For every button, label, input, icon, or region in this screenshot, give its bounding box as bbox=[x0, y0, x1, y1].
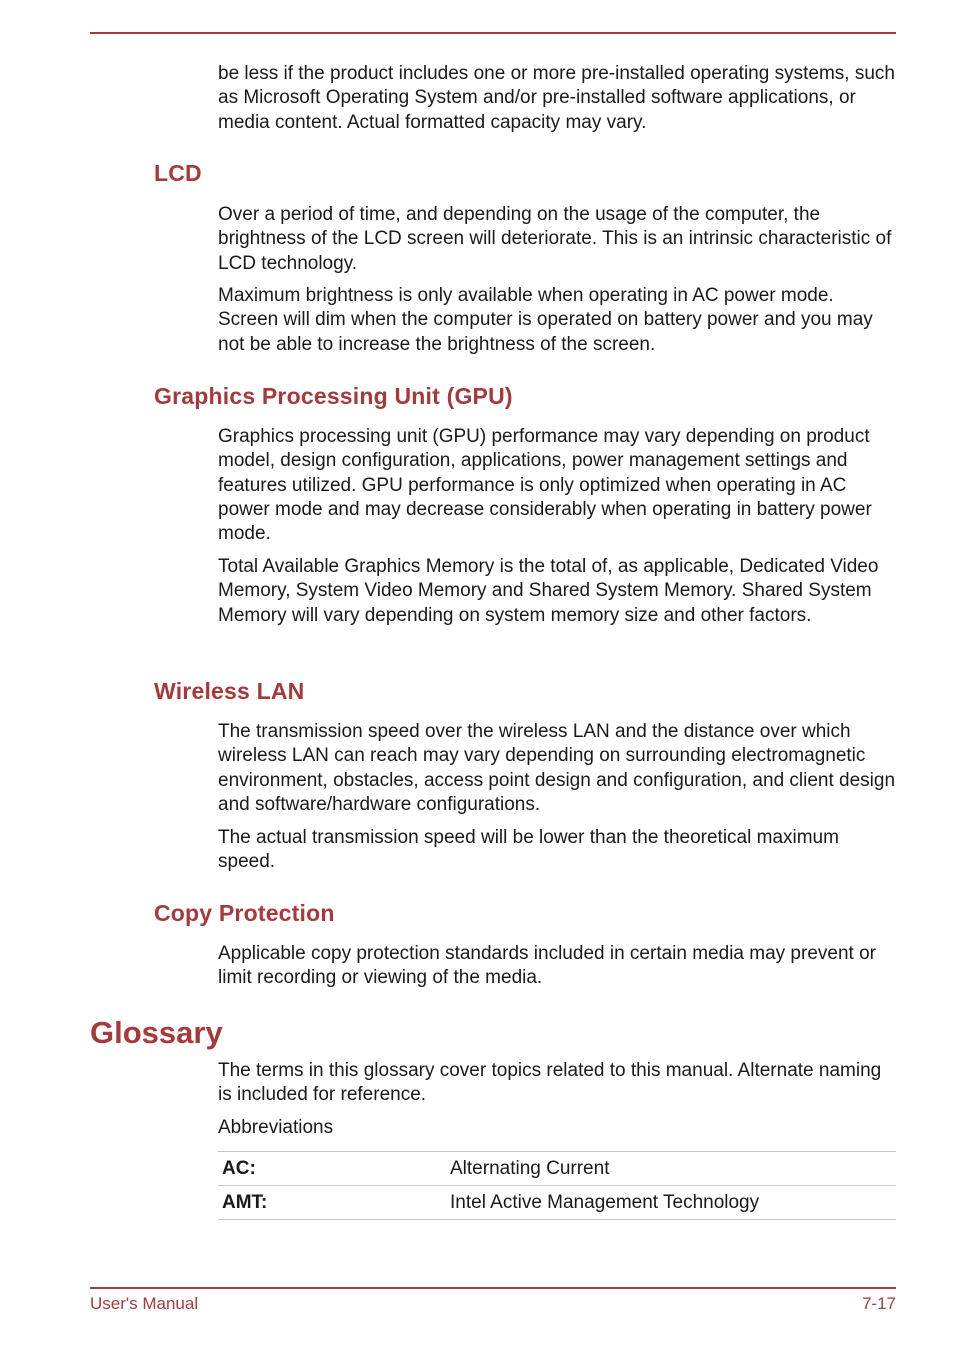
lcd-paragraph-2: Maximum brightness is only available when operating in AC power mode. Screen will dim when the computer is operated on battery power and you may not be able to increase the brightness of the screen. bbox=[218, 285, 873, 355]
table-row bbox=[218, 1186, 896, 1220]
gpu-heading: Graphics Processing Unit (GPU) bbox=[154, 383, 513, 409]
wireless-paragraph-1: The transmission speed over the wireless LAN and the distance over which wireless LAN can reach may vary depending on surrounding electromagnetic environment, obstacles, access point design and configuration, and client design and software/hardware configurations. bbox=[218, 721, 896, 815]
term-cell: AMT: bbox=[218, 1186, 446, 1220]
glossary-title: Glossary bbox=[90, 1015, 223, 1050]
footer-page-number: 7-17 bbox=[861, 1294, 896, 1313]
lcd-paragraph-1: Over a period of time, and depending on the usage of the computer, the brightness of the LCD screen will deteriorate. This is an intrinsic characteristic of LCD technology. bbox=[218, 204, 892, 274]
term-cell: AC: bbox=[218, 1152, 446, 1186]
abbreviations-table bbox=[218, 1151, 896, 1220]
gpu-paragraph-2: Total Available Graphics Memory is the total of, as applicable, Dedicated Video Memory, System Video Memory and Shared System Memory. Shared System Memory will vary depending on system memory size and other factors. bbox=[218, 556, 879, 626]
definition-cell: Intel Active Management Technology bbox=[446, 1186, 896, 1220]
header-rule bbox=[90, 32, 896, 34]
footer-rule bbox=[90, 1287, 896, 1289]
wireless-heading: Wireless LAN bbox=[154, 678, 305, 704]
abbreviations-label: Abbreviations bbox=[218, 1117, 334, 1138]
glossary-intro: The terms in this glossary cover topics related to this manual. Alternate naming is included for reference. bbox=[218, 1060, 882, 1106]
footer-manual-title: User's Manual bbox=[90, 1294, 199, 1313]
copy-protection-heading: Copy Protection bbox=[154, 900, 335, 926]
wireless-paragraph-2: The actual transmission speed will be lower than the theoretical maximum speed. bbox=[218, 827, 839, 873]
definition-cell: Alternating Current bbox=[446, 1152, 896, 1186]
lcd-heading: LCD bbox=[154, 160, 202, 186]
gpu-paragraph-1: Graphics processing unit (GPU) performance may vary depending on product model, design configuration, applications, power management settings and features utilized. GPU performance is only optimized when operating in AC power mode and may decrease considerably when operating in battery power mode. bbox=[218, 426, 872, 545]
intro-paragraph: be less if the product includes one or more pre-installed operating systems, such as Microsoft Operating System and/or pre-installed software applications, or media content. Actual formatted capacity may vary. bbox=[218, 63, 895, 133]
table-row bbox=[218, 1152, 896, 1186]
copy-protection-paragraph: Applicable copy protection standards included in certain media may prevent or limit recording or viewing of the media. bbox=[218, 943, 876, 989]
